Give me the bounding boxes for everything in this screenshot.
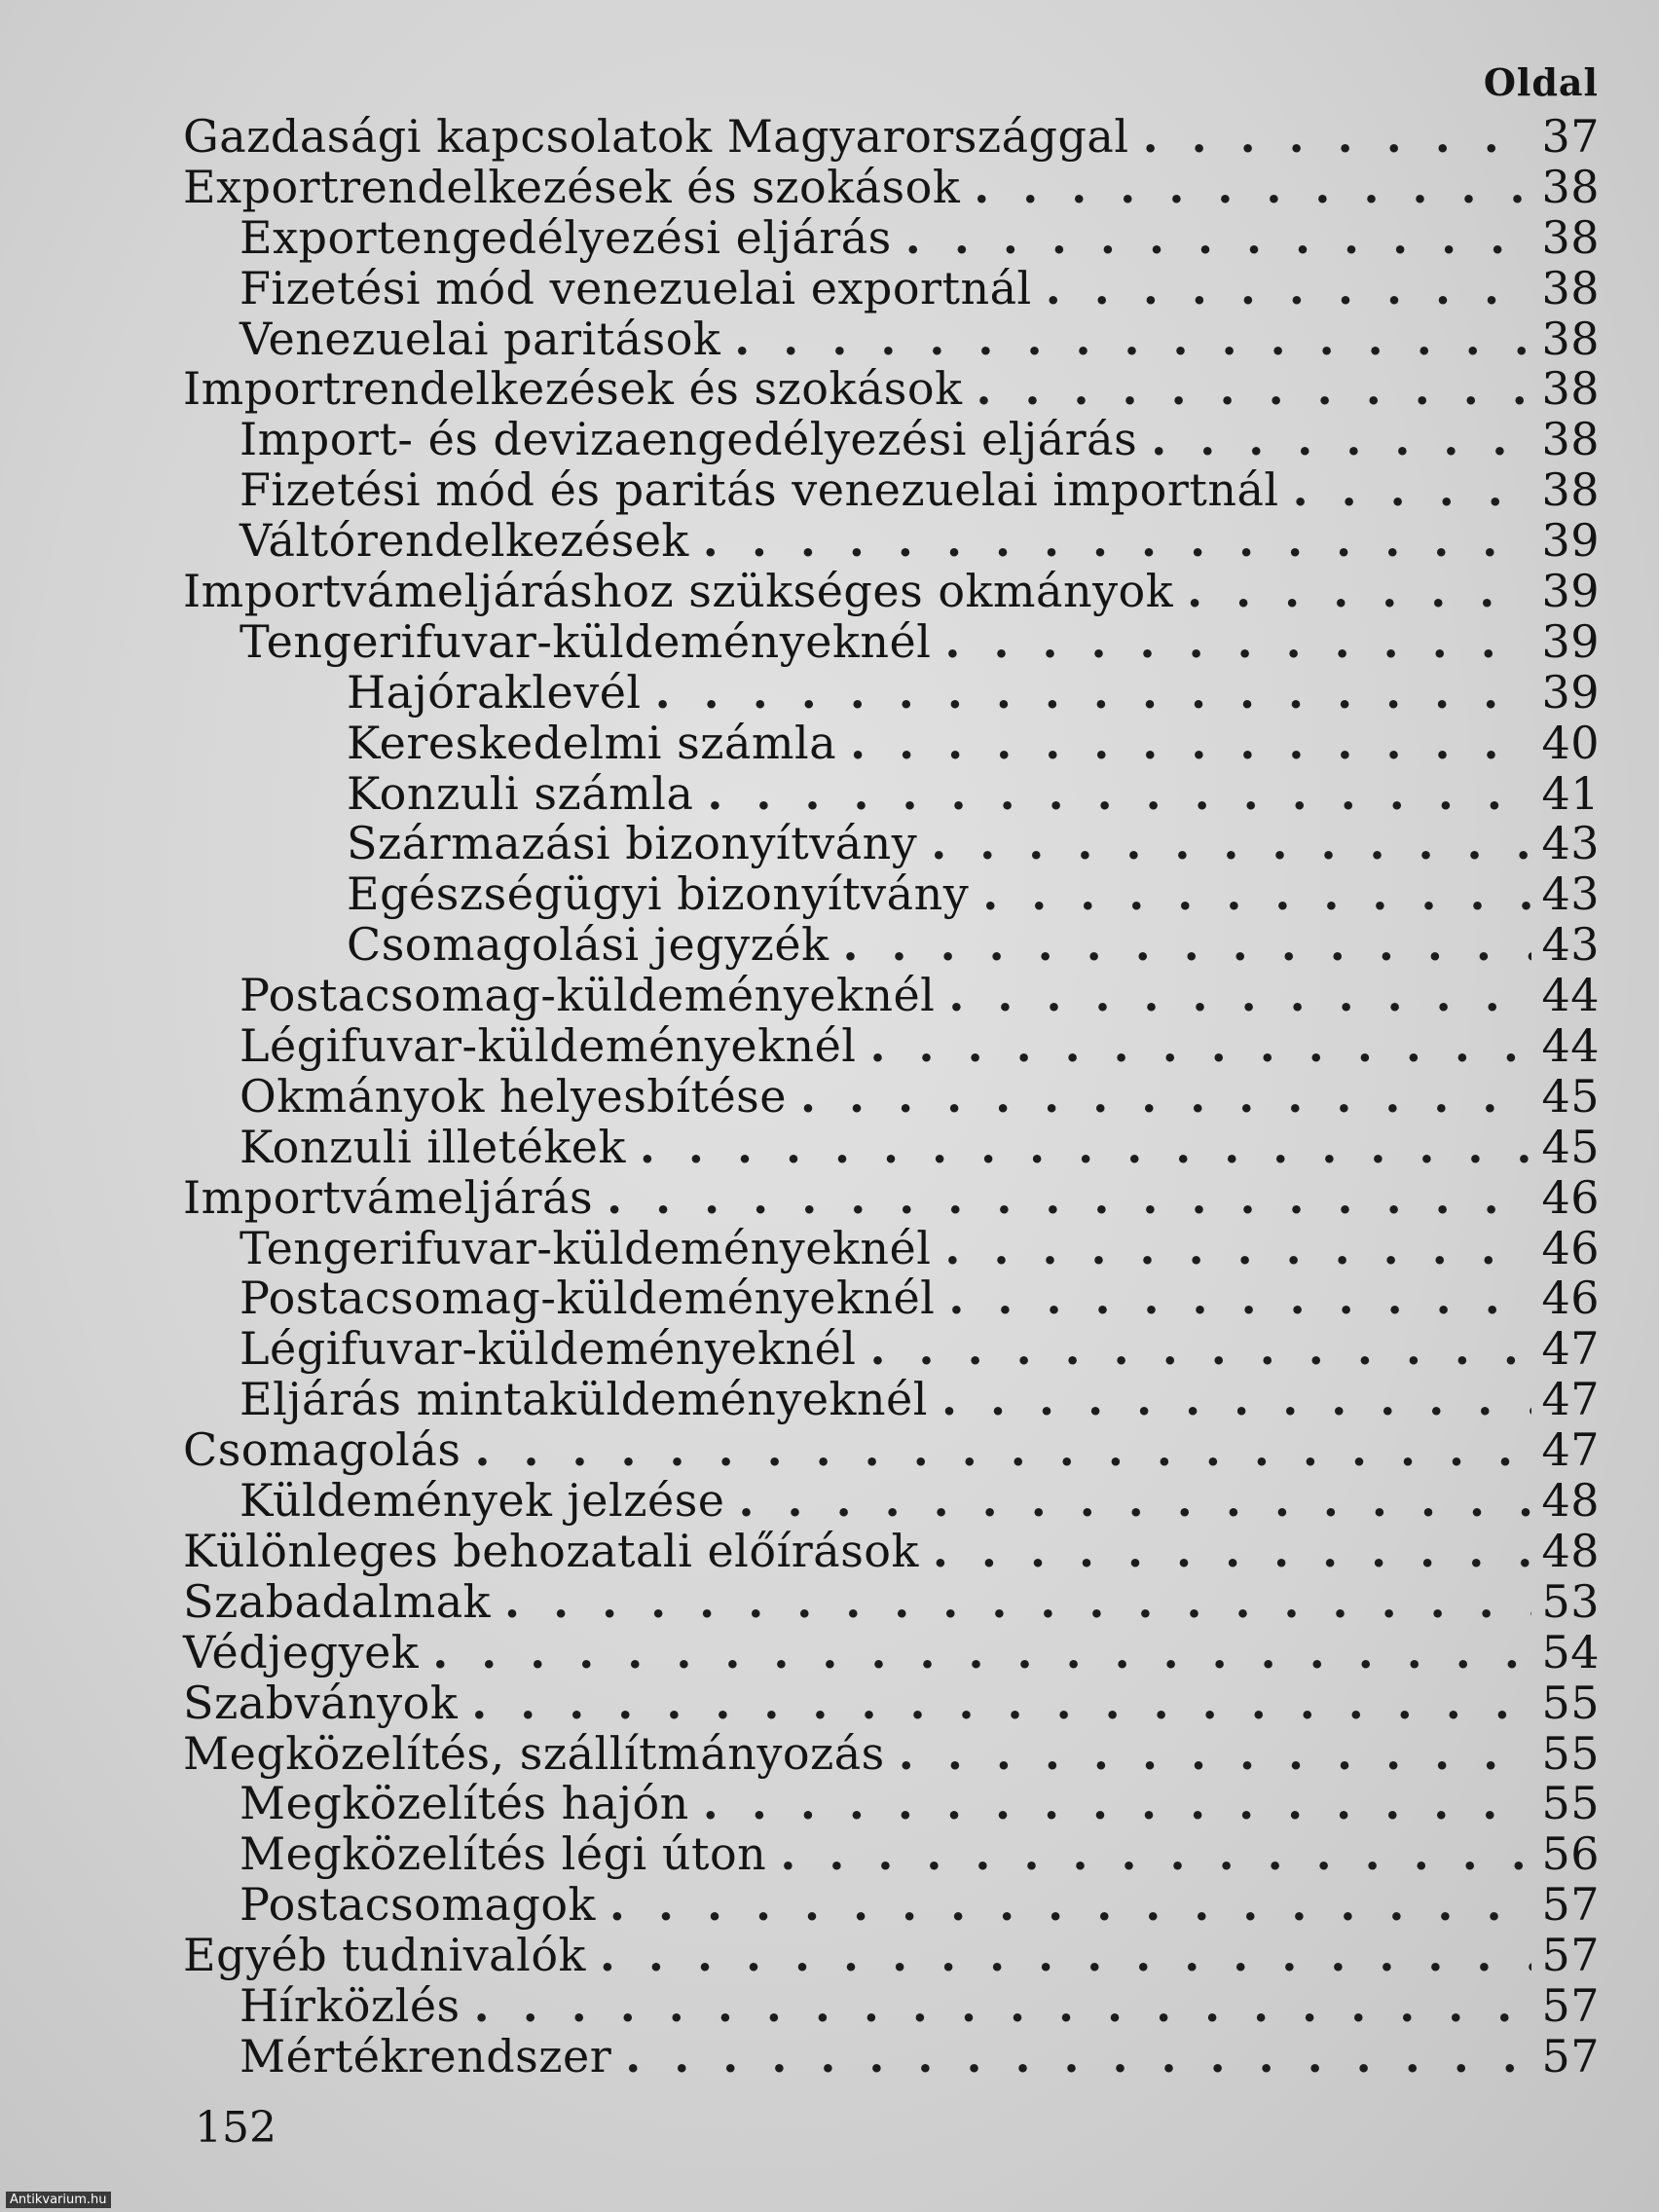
dot-leader bbox=[1187, 567, 1531, 617]
dot-leader bbox=[607, 1173, 1531, 1224]
dot-leader bbox=[1143, 112, 1531, 163]
table-of-contents bbox=[183, 112, 1600, 2083]
toc-entry-label: Váltórendelkezések bbox=[240, 514, 689, 568]
toc-entry-label: Importrendelkezések és szokások bbox=[183, 362, 963, 416]
dot-leader bbox=[933, 1527, 1531, 1577]
toc-entry bbox=[183, 920, 1600, 971]
toc-entry bbox=[183, 2029, 1600, 2083]
toc-entry-label: Kereskedelmi számla bbox=[347, 716, 837, 769]
dot-leader bbox=[703, 516, 1531, 567]
toc-entry bbox=[183, 160, 1600, 213]
dot-leader bbox=[600, 1931, 1531, 1981]
toc-entry-page-number: 57 bbox=[1541, 1929, 1600, 1982]
toc-entry bbox=[183, 1273, 1600, 1324]
dot-leader bbox=[474, 1981, 1531, 2032]
toc-entry-label: Szabadalmak bbox=[183, 1574, 492, 1628]
toc-entry bbox=[183, 261, 1600, 314]
toc-entry-label: Postacsomag-küldeményeknél bbox=[240, 1272, 936, 1325]
toc-entry-label: Konzuli illetékek bbox=[240, 1120, 626, 1173]
toc-entry-page-number: 44 bbox=[1541, 1019, 1600, 1073]
toc-entry-label: Egészségügyi bizonyítvány bbox=[347, 867, 970, 921]
toc-entry-page-number: 54 bbox=[1541, 1625, 1600, 1678]
toc-entry-label: Exportrendelkezések és szokások bbox=[183, 160, 961, 213]
dot-leader bbox=[739, 1476, 1531, 1527]
toc-entry bbox=[183, 516, 1600, 567]
dot-leader bbox=[931, 819, 1531, 869]
dot-leader bbox=[850, 719, 1531, 769]
toc-entry bbox=[183, 1324, 1600, 1375]
toc-entry bbox=[183, 364, 1600, 415]
toc-entry-label: Konzuli számla bbox=[347, 766, 694, 820]
toc-entry-page-number: 39 bbox=[1541, 665, 1600, 719]
dot-leader bbox=[870, 1021, 1531, 1072]
toc-entry bbox=[183, 766, 1600, 820]
toc-entry bbox=[183, 1120, 1600, 1173]
toc-entry-page-number: 55 bbox=[1541, 1777, 1600, 1830]
toc-entry bbox=[183, 665, 1600, 719]
dot-leader bbox=[1151, 415, 1531, 465]
toc-entry-page-number: 55 bbox=[1541, 1726, 1600, 1780]
toc-entry-page-number: 38 bbox=[1541, 210, 1600, 264]
toc-entry-page-number: 38 bbox=[1541, 160, 1600, 213]
dot-leader bbox=[1046, 264, 1531, 314]
toc-entry-label: Tengerifuvar-küldeményeknél bbox=[240, 1221, 932, 1274]
toc-entry-label: Importvámeljárás bbox=[183, 1170, 594, 1224]
toc-entry bbox=[183, 1170, 1600, 1224]
toc-entry bbox=[183, 1779, 1600, 1829]
toc-entry-label: Fizetési mód venezuelai exportnál bbox=[240, 261, 1032, 314]
toc-entry-label: Importvámeljáráshoz szükséges okmányok bbox=[183, 565, 1174, 618]
toc-entry bbox=[183, 112, 1600, 163]
toc-entry bbox=[183, 1069, 1600, 1123]
dot-leader bbox=[474, 1425, 1531, 1476]
page-column-header: Oldal bbox=[1483, 60, 1599, 104]
dot-leader bbox=[905, 213, 1531, 264]
dot-leader bbox=[944, 617, 1531, 668]
toc-entry bbox=[183, 1625, 1600, 1678]
toc-entry-page-number: 45 bbox=[1541, 1120, 1600, 1173]
toc-entry-page-number: 38 bbox=[1541, 261, 1600, 314]
dot-leader bbox=[800, 1072, 1531, 1123]
dot-leader bbox=[976, 364, 1531, 415]
dot-leader bbox=[1293, 465, 1531, 516]
toc-entry-label: Csomagolási jegyzék bbox=[347, 918, 830, 972]
toc-entry bbox=[183, 314, 1600, 365]
dot-leader bbox=[625, 2032, 1531, 2083]
toc-entry-label: Hajóraklevél bbox=[347, 665, 642, 719]
toc-entry-page-number: 38 bbox=[1541, 463, 1600, 517]
toc-entry-page-number: 43 bbox=[1541, 867, 1600, 921]
toc-entry-page-number: 57 bbox=[1541, 1978, 1600, 2032]
toc-entry-label: Venezuelai paritások bbox=[240, 312, 721, 365]
toc-entry-label: Megközelítés, szállítmányozás bbox=[183, 1726, 885, 1780]
toc-entry bbox=[183, 567, 1600, 617]
toc-entry bbox=[183, 1375, 1600, 1425]
folio-page-number: 152 bbox=[195, 2103, 276, 2153]
toc-entry-page-number: 39 bbox=[1541, 514, 1600, 568]
dot-leader bbox=[609, 1880, 1531, 1931]
dot-leader bbox=[432, 1628, 1531, 1678]
toc-entry bbox=[183, 1021, 1600, 1072]
toc-entry-page-number: 46 bbox=[1541, 1272, 1600, 1325]
toc-entry-page-number: 48 bbox=[1541, 1524, 1600, 1577]
dot-leader bbox=[655, 668, 1531, 719]
toc-entry-label: Megközelítés légi úton bbox=[240, 1827, 767, 1881]
toc-entry-label: Hírközlés bbox=[240, 1978, 461, 2032]
toc-entry-label: Postacsomagok bbox=[240, 1878, 596, 1932]
toc-entry-page-number: 56 bbox=[1541, 1827, 1600, 1881]
toc-entry-page-number: 57 bbox=[1541, 1878, 1600, 1932]
toc-entry-label: Exportengedélyezési eljárás bbox=[240, 210, 892, 264]
toc-entry-label: Mértékrendszer bbox=[240, 2029, 612, 2083]
toc-entry-label: Légifuvar-küldeményeknél bbox=[240, 1019, 857, 1073]
toc-entry-label: Okmányok helyesbítése bbox=[240, 1069, 788, 1123]
toc-entry bbox=[183, 1931, 1600, 1981]
dot-leader bbox=[974, 163, 1531, 213]
dot-leader bbox=[640, 1123, 1531, 1173]
toc-entry-page-number: 40 bbox=[1541, 716, 1600, 769]
toc-entry-page-number: 43 bbox=[1541, 817, 1600, 870]
toc-entry-label: Postacsomag-küldeményeknél bbox=[240, 969, 936, 1022]
toc-entry bbox=[183, 614, 1600, 668]
toc-entry-page-number: 47 bbox=[1541, 1423, 1600, 1477]
dot-leader bbox=[941, 1375, 1531, 1425]
toc-entry-page-number: 55 bbox=[1541, 1676, 1600, 1729]
toc-entry-label: Szabványok bbox=[183, 1676, 459, 1729]
toc-entry-label: Légifuvar-küldeményeknél bbox=[240, 1322, 857, 1376]
toc-entry bbox=[183, 971, 1600, 1021]
dot-leader bbox=[948, 971, 1531, 1021]
toc-entry-label: Tengerifuvar-küldeményeknél bbox=[240, 614, 932, 668]
toc-entry bbox=[183, 1829, 1600, 1880]
toc-entry-label: Gazdasági kapcsolatok Magyarországgal bbox=[183, 110, 1129, 163]
toc-entry bbox=[183, 716, 1600, 769]
toc-entry-page-number: 41 bbox=[1541, 766, 1600, 820]
dot-leader bbox=[944, 1224, 1531, 1274]
toc-entry-page-number: 57 bbox=[1541, 2029, 1600, 2083]
toc-entry-label: Megközelítés hajón bbox=[240, 1777, 689, 1830]
toc-entry-page-number: 45 bbox=[1541, 1069, 1600, 1123]
toc-entry bbox=[183, 1524, 1600, 1577]
toc-entry bbox=[183, 1476, 1600, 1527]
toc-entry-label: Fizetési mód és paritás venezuelai importnál bbox=[240, 463, 1279, 517]
toc-entry-label: Védjegyek bbox=[183, 1625, 420, 1678]
watermark-text: Antikvarium.hu bbox=[6, 2192, 111, 2208]
dot-leader bbox=[982, 869, 1531, 920]
toc-entry-label: Egyéb tudnivalók bbox=[183, 1929, 586, 1982]
toc-entry bbox=[183, 1574, 1600, 1628]
toc-entry bbox=[183, 869, 1600, 920]
toc-entry-page-number: 43 bbox=[1541, 918, 1600, 972]
toc-entry bbox=[183, 1726, 1600, 1780]
dot-leader bbox=[843, 920, 1531, 971]
dot-leader bbox=[948, 1273, 1531, 1324]
toc-entry bbox=[183, 415, 1600, 465]
dot-leader bbox=[899, 1729, 1531, 1780]
toc-entry-page-number: 39 bbox=[1541, 565, 1600, 618]
toc-entry-page-number: 47 bbox=[1541, 1322, 1600, 1376]
dot-leader bbox=[734, 314, 1531, 365]
toc-entry bbox=[183, 1678, 1600, 1729]
toc-entry-label: Küldemények jelzése bbox=[240, 1474, 725, 1528]
toc-entry bbox=[183, 210, 1600, 264]
toc-entry-page-number: 44 bbox=[1541, 969, 1600, 1022]
toc-entry-page-number: 38 bbox=[1541, 362, 1600, 416]
toc-entry-page-number: 46 bbox=[1541, 1221, 1600, 1274]
toc-entry bbox=[183, 1978, 1600, 2032]
dot-leader bbox=[707, 769, 1531, 820]
toc-entry bbox=[183, 1880, 1600, 1931]
toc-entry-page-number: 37 bbox=[1541, 110, 1600, 163]
toc-entry-page-number: 39 bbox=[1541, 614, 1600, 668]
toc-entry-page-number: 47 bbox=[1541, 1373, 1600, 1426]
toc-entry-label: Származási bizonyítvány bbox=[347, 817, 918, 870]
toc-entry-page-number: 38 bbox=[1541, 312, 1600, 365]
toc-entry-page-number: 38 bbox=[1541, 413, 1600, 466]
toc-entry bbox=[183, 1221, 1600, 1274]
dot-leader bbox=[471, 1678, 1531, 1729]
dot-leader bbox=[703, 1779, 1531, 1829]
toc-entry-label: Különleges behozatali előírások bbox=[183, 1524, 919, 1577]
dot-leader bbox=[504, 1577, 1531, 1628]
toc-entry bbox=[183, 819, 1600, 869]
toc-entry bbox=[183, 465, 1600, 516]
toc-entry-page-number: 46 bbox=[1541, 1170, 1600, 1224]
toc-entry bbox=[183, 1425, 1600, 1476]
toc-entry-page-number: 53 bbox=[1541, 1574, 1600, 1628]
toc-entry-label: Csomagolás bbox=[183, 1423, 461, 1477]
toc-entry-label: Eljárás mintaküldeményeknél bbox=[240, 1373, 928, 1426]
toc-entry-label: Import- és devizaengedélyezési eljárás bbox=[240, 413, 1138, 466]
toc-entry-page-number: 48 bbox=[1541, 1474, 1600, 1528]
dot-leader bbox=[780, 1829, 1531, 1880]
dot-leader bbox=[870, 1324, 1531, 1375]
